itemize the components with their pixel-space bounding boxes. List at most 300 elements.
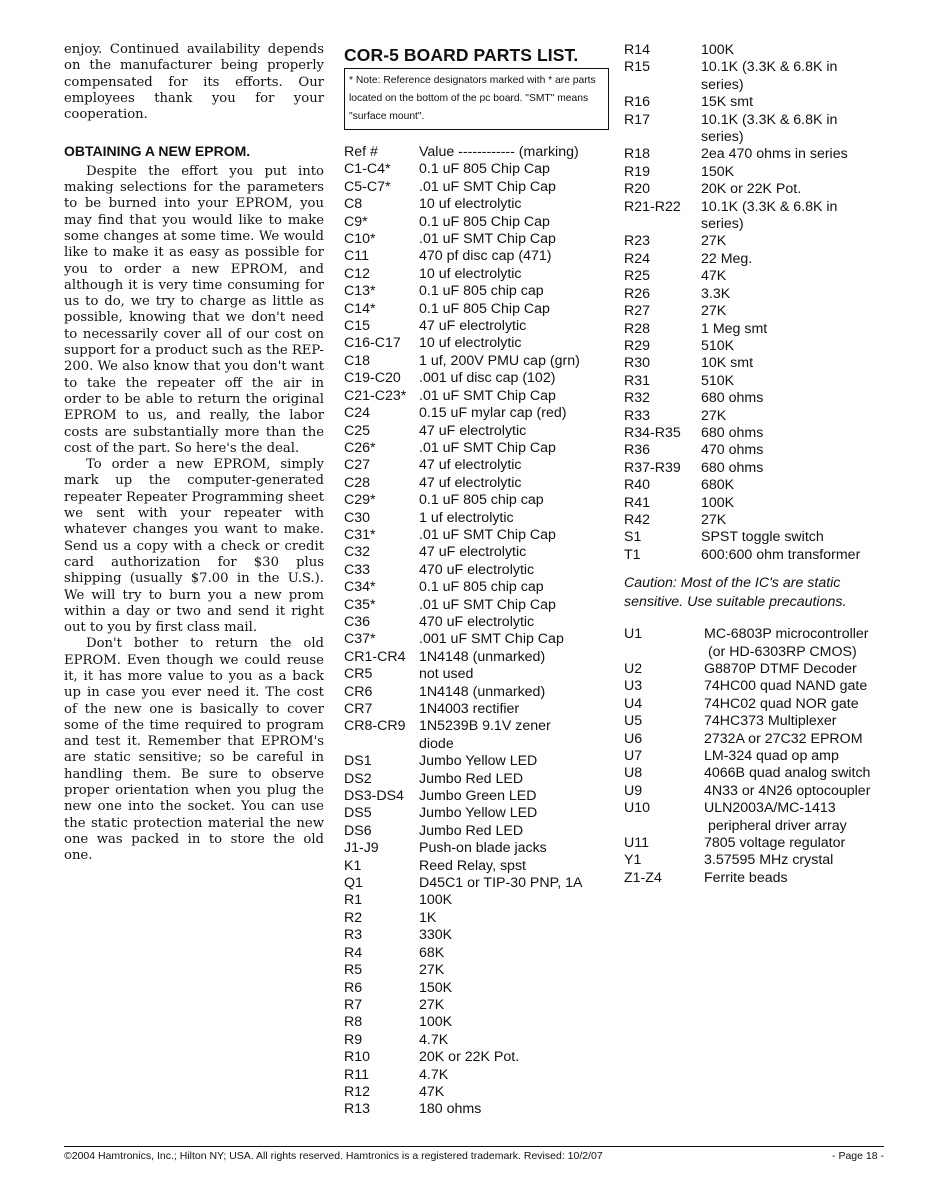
part-row — [344, 527, 614, 544]
part-row — [624, 112, 874, 129]
part-ref: R29 — [624, 337, 651, 354]
part-row — [344, 684, 614, 701]
part-row — [624, 626, 874, 643]
part-row — [624, 442, 874, 459]
part-row — [344, 457, 614, 474]
part-row — [624, 233, 874, 250]
intro-paragraph: enjoy. Continued availability depends on the manufacturer being properly compensated for its efforts. Our employees thank you for your cooperation. — [64, 42, 324, 123]
part-value: 68K — [419, 944, 445, 961]
part-value: 0.1 uF 805 Chip Cap — [419, 300, 550, 317]
part-ref: R4 — [344, 944, 363, 961]
part-ref: R42 — [624, 511, 651, 528]
part-row — [344, 544, 614, 561]
part-row — [344, 945, 614, 962]
part-ref: R16 — [624, 94, 651, 111]
part-ref: U2 — [624, 661, 643, 677]
part-value: series) — [701, 76, 744, 93]
part-value: 1K — [419, 909, 437, 926]
part-value: 74HC373 Multiplexer — [704, 713, 837, 730]
part-value: 4.7K — [419, 1031, 449, 1048]
part-row — [344, 1032, 614, 1049]
part-value: 150K — [419, 979, 453, 996]
part-row — [344, 231, 614, 248]
part-value: 510K — [701, 372, 735, 389]
part-row — [624, 495, 874, 512]
part-ref: C26* — [344, 439, 376, 456]
part-ref: CR8-CR9 — [344, 718, 406, 735]
part-row — [344, 701, 614, 718]
part-row — [344, 753, 614, 770]
part-ref: CR1-CR4 — [344, 648, 406, 665]
part-ref — [624, 129, 701, 146]
part-ref: R17 — [624, 111, 651, 128]
part-ref: C37* — [344, 631, 376, 648]
part-row — [344, 718, 614, 735]
part-value: 0.1 uF 805 chip cap — [419, 492, 544, 509]
part-value: 20K or 22K Pot. — [701, 181, 802, 198]
part-ref: DS5 — [344, 805, 372, 822]
part-row — [344, 196, 614, 213]
part-row — [624, 129, 874, 146]
part-row — [344, 283, 614, 300]
part-row — [344, 492, 614, 509]
part-ref: DS2 — [344, 770, 372, 787]
part-row — [624, 181, 874, 198]
part-row — [344, 910, 614, 927]
part-value: 27K — [701, 303, 727, 320]
part-ref: R24 — [624, 250, 651, 267]
part-row — [624, 644, 874, 661]
part-ref: R3 — [344, 927, 363, 944]
part-ref: CR7 — [344, 701, 373, 717]
part-value: .01 uF SMT Chip Cap — [419, 178, 556, 195]
part-ref: R15 — [624, 59, 651, 76]
part-value: (or HD-6303RP CMOS) — [704, 643, 857, 660]
part-row — [624, 59, 874, 76]
part-value: peripheral driver array — [704, 817, 847, 834]
part-row — [624, 77, 874, 94]
part-row — [344, 805, 614, 822]
part-ref: R23 — [624, 233, 651, 250]
part-ref — [624, 216, 701, 233]
part-ref: C33 — [344, 561, 371, 578]
parts-list-continued-column — [624, 42, 874, 887]
part-row — [344, 736, 614, 753]
part-row — [344, 1049, 614, 1066]
part-row — [624, 678, 874, 695]
part-row — [624, 852, 874, 869]
part-row — [624, 835, 874, 852]
part-value: 100K — [701, 494, 735, 511]
part-ref: R2 — [344, 909, 363, 926]
part-ref: R21-R22 — [624, 198, 681, 215]
part-row — [624, 164, 874, 181]
part-row — [344, 1014, 614, 1031]
part-ref: R26 — [624, 285, 651, 302]
part-value: not used — [419, 666, 474, 683]
part-row — [344, 771, 614, 788]
part-row — [344, 423, 614, 440]
part-value: Push-on blade jacks — [419, 840, 547, 857]
part-value: 470 pf disc cap (471) — [419, 248, 552, 265]
part-row — [624, 408, 874, 425]
part-ref: U9 — [624, 782, 643, 799]
part-ref: R9 — [344, 1031, 363, 1048]
part-row — [344, 266, 614, 283]
ref-header: Ref # — [344, 144, 378, 160]
part-ref: R25 — [624, 268, 651, 285]
part-value: 100K — [419, 1014, 453, 1031]
part-row — [344, 597, 614, 614]
part-row — [624, 373, 874, 390]
part-row — [344, 353, 614, 370]
part-ref: C35* — [344, 596, 376, 613]
section-heading: OBTAINING A NEW EPROM. — [64, 143, 251, 160]
part-ref: C30 — [344, 509, 371, 526]
part-row — [624, 529, 874, 546]
part-row — [624, 94, 874, 111]
static-caution-note: Caution: Most of the IC's are static sensitive. Use suitable precautions. — [624, 575, 847, 611]
part-ref: C15 — [344, 318, 371, 335]
part-ref: R41 — [624, 494, 651, 511]
part-value: 470 ohms — [701, 442, 764, 459]
part-row — [624, 268, 874, 285]
part-row — [344, 318, 614, 335]
part-ref — [624, 77, 701, 94]
part-row — [624, 713, 874, 730]
part-ref: C12 — [344, 265, 371, 282]
part-value: 27K — [701, 407, 727, 424]
part-ref: C9* — [344, 213, 368, 230]
part-row — [344, 440, 614, 457]
part-value: 27K — [419, 962, 445, 979]
page-number: - Page 18 - — [832, 1150, 884, 1162]
part-ref: U8 — [624, 765, 643, 782]
part-ref: R1 — [344, 892, 363, 909]
part-value: 10 uf electrolytic — [419, 335, 522, 352]
part-row — [344, 788, 614, 805]
part-ref: R13 — [344, 1101, 371, 1118]
ic-rows — [624, 626, 874, 887]
part-value: .01 uF SMT Chip Cap — [419, 387, 556, 404]
part-value: 27K — [419, 996, 445, 1013]
part-ref: C11 — [344, 248, 369, 265]
body-paragraph: Don't bother to return the old EPROM. Even though we could reuse it, it has more value to you as a back up in case you ever need it. The cost of the new one is basically to cover some of the time required to program and test it. Remember that EPROM's are static sensitive; so be careful in handling them. Be sure to observe proper orientation when you plug the new one into the socket. You can use the static protection material the new one was packed in to store the old one. — [64, 636, 324, 864]
part-value: SPST toggle switch — [701, 529, 824, 546]
part-row — [624, 460, 874, 477]
part-value: 680 ohms — [701, 459, 764, 476]
part-row — [624, 338, 874, 355]
part-row — [624, 800, 874, 817]
part-value: 0.15 uF mylar cap (red) — [419, 405, 567, 422]
part-value: 0.1 uF 805 chip cap — [419, 283, 544, 300]
part-ref: C19-C20 — [344, 370, 401, 387]
part-ref: U11 — [624, 835, 649, 852]
part-ref: Q1 — [344, 875, 363, 892]
part-value: 4066B quad analog switch — [704, 765, 871, 782]
part-ref: T1 — [624, 546, 641, 563]
part-value: 100K — [701, 42, 735, 58]
part-value: Jumbo Red LED — [419, 770, 524, 787]
part-ref: CR5 — [344, 666, 373, 683]
left-column — [64, 42, 324, 865]
part-value: 330K — [419, 927, 453, 944]
part-row — [624, 547, 874, 564]
part-row — [344, 858, 614, 875]
parts-rows — [344, 161, 614, 1118]
part-value: Jumbo Green LED — [419, 788, 537, 805]
part-value: 47 uf electrolytic — [419, 474, 522, 491]
part-ref: C5-C7* — [344, 178, 391, 195]
part-value: diode — [419, 735, 454, 752]
part-ref: R34-R35 — [624, 424, 681, 441]
body-paragraph: Despite the effort you put into making selections for the parameters to be burned into your EPROM, you may find that you would like to make some changes at some time. We would like to make it as easy as possible for you to order a new EPROM, and although it is very time consuming for us to do, we try to charge as little as possible, knowing that we don't need to necessarily cover all of our cost on support for a product such as the REP-200. We also know that you don't want to take the repeater off the air in order to be able to return the original EPROM to us, and really, the labor costs are substantially more than the cost of the part. So here's the deal. — [64, 163, 324, 456]
part-ref — [344, 736, 419, 753]
part-value: 10.1K (3.3K & 6.8K in — [701, 59, 838, 76]
part-row — [624, 425, 874, 442]
part-row — [344, 875, 614, 892]
part-ref: R11 — [344, 1066, 369, 1083]
part-ref: C34* — [344, 579, 376, 596]
part-row — [344, 840, 614, 857]
part-value: 47 uF electrolytic — [419, 422, 527, 439]
part-ref: R32 — [624, 390, 651, 407]
part-row — [624, 286, 874, 303]
part-row — [624, 146, 874, 163]
part-ref: R12 — [344, 1083, 371, 1100]
page-footer — [64, 1146, 884, 1162]
copyright-text: ©2004 Hamtronics, Inc.; Hilton NY; USA. All rights reserved. Hamtronics is a registered trademark. Revised: 10/2/07 — [64, 1150, 603, 1162]
part-value: 600:600 ohm transformer — [701, 546, 861, 563]
part-value: Jumbo Red LED — [419, 822, 524, 839]
part-row — [624, 748, 874, 765]
part-ref: U10 — [624, 800, 651, 817]
part-row — [344, 1067, 614, 1084]
part-ref: C14* — [344, 300, 376, 317]
part-value: 74HC02 quad NOR gate — [704, 695, 859, 712]
part-value: .01 uF SMT Chip Cap — [419, 439, 556, 456]
body-paragraph: To order a new EPROM, simply mark up the computer-generated repeater Repeater Programming sheet we sent with your repeater with whatever changes you want to make. Send us a copy with a check or credit card authorization for $30 plus shipping (usually $7.00 in the U.S.). We will try to burn you a new prom within a day or two and send it right out to you by first class mail. — [64, 457, 324, 636]
value-header: Value ------------ (marking) — [419, 144, 579, 160]
part-ref: DS3-DS4 — [344, 788, 404, 805]
part-ref: R30 — [624, 355, 651, 372]
part-row — [344, 370, 614, 387]
part-value: 74HC00 quad NAND gate — [704, 678, 868, 695]
part-row — [624, 696, 874, 713]
part-ref: R5 — [344, 962, 363, 979]
part-ref: R7 — [344, 996, 363, 1013]
part-value: 47 uF electrolytic — [419, 318, 527, 335]
part-row — [624, 765, 874, 782]
part-value: G8870P DTMF Decoder — [704, 661, 857, 677]
part-ref: C32 — [344, 544, 371, 561]
part-ref: C13* — [344, 283, 376, 300]
part-value: 180 ohms — [419, 1101, 482, 1118]
part-value: 10.1K (3.3K & 6.8K in — [701, 198, 838, 215]
part-value: 3.57595 MHz crystal — [704, 852, 834, 869]
part-row — [344, 405, 614, 422]
part-row — [344, 666, 614, 683]
part-row — [344, 161, 614, 178]
part-ref: Z1-Z4 — [624, 869, 662, 886]
part-ref: R10 — [344, 1049, 371, 1066]
part-value: 1 uf, 200V PMU cap (grn) — [419, 352, 580, 369]
part-ref: C28 — [344, 474, 371, 491]
part-value: 10K smt — [701, 355, 754, 372]
part-value: 15K smt — [701, 94, 754, 111]
part-value: series) — [701, 216, 744, 233]
part-value: 47K — [701, 268, 727, 285]
part-ref: R20 — [624, 181, 651, 198]
part-ref: U7 — [624, 748, 643, 765]
part-ref: R33 — [624, 407, 651, 424]
part-ref: R40 — [624, 477, 651, 494]
part-value: 1N4148 (unmarked) — [419, 683, 546, 700]
smt-note-box: * Note: Reference designators marked with * are parts located on the bottom of the pc board. "SMT" means "surface mount". — [344, 68, 609, 130]
part-ref: Y1 — [624, 852, 642, 869]
part-ref — [624, 644, 704, 661]
part-value: 27K — [701, 511, 727, 528]
part-row — [344, 1101, 614, 1118]
part-value: LM-324 quad op amp — [704, 748, 839, 765]
part-value: 510K — [701, 337, 735, 354]
part-row — [624, 477, 874, 494]
part-ref: R36 — [624, 442, 651, 459]
part-row — [344, 510, 614, 527]
part-ref: C21-C23* — [344, 387, 407, 404]
part-value: 27K — [701, 233, 727, 250]
part-row — [344, 579, 614, 596]
part-ref: S1 — [624, 529, 642, 546]
part-row — [624, 512, 874, 529]
part-value: 2732A or 27C32 EPROM — [704, 730, 863, 747]
part-value: ULN2003A/MC-1413 — [704, 800, 836, 817]
part-ref: R18 — [624, 146, 651, 163]
part-value: .01 uF SMT Chip Cap — [419, 596, 556, 613]
part-value: Reed Relay, spst — [419, 857, 526, 874]
part-value: 22 Meg. — [701, 250, 753, 267]
part-row — [344, 614, 614, 631]
parts-list-title: COR-5 BOARD PARTS LIST. — [344, 45, 579, 65]
parts-list-header — [344, 144, 614, 161]
part-value: 4.7K — [419, 1066, 449, 1083]
part-value: 680 ohms — [701, 390, 764, 407]
part-value: series) — [701, 129, 744, 146]
part-ref: DS6 — [344, 822, 372, 839]
part-ref: R6 — [344, 979, 363, 996]
part-ref: C27 — [344, 457, 371, 474]
part-ref: C1-C4* — [344, 161, 391, 178]
part-ref — [624, 818, 704, 835]
part-ref: C29* — [344, 492, 376, 509]
part-value: 470 uF electrolytic — [419, 561, 535, 578]
part-row — [624, 731, 874, 748]
parts-rows-continued — [624, 42, 874, 564]
part-ref: U1 — [624, 626, 643, 643]
part-value: 10 uf electrolytic — [419, 265, 522, 282]
part-ref: R8 — [344, 1014, 363, 1031]
part-ref: R37-R39 — [624, 459, 681, 476]
part-row — [624, 216, 874, 233]
part-row — [624, 390, 874, 407]
part-row — [344, 214, 614, 231]
part-ref: C24 — [344, 405, 371, 422]
part-ref: CR6 — [344, 683, 373, 700]
part-row — [344, 649, 614, 666]
part-value: Jumbo Yellow LED — [419, 805, 538, 822]
part-row — [344, 631, 614, 648]
part-row — [344, 1084, 614, 1101]
part-ref: C18 — [344, 352, 371, 369]
part-value: Ferrite beads — [704, 869, 788, 886]
parts-list-column — [344, 42, 614, 1119]
part-value: 150K — [701, 163, 735, 180]
part-row — [624, 355, 874, 372]
part-row — [344, 388, 614, 405]
part-value: 47K — [419, 1083, 445, 1100]
part-row — [624, 870, 874, 887]
part-value: 7805 voltage regulator — [704, 835, 846, 852]
part-value: 680 ohms — [701, 424, 764, 441]
part-row — [624, 251, 874, 268]
part-value: 47 uF electrolytic — [419, 544, 527, 561]
part-value: 0.1 uF 805 Chip Cap — [419, 213, 550, 230]
part-value: 3.3K — [701, 285, 731, 302]
part-value: 1N5239B 9.1V zener — [419, 718, 551, 735]
part-row — [344, 248, 614, 265]
part-ref: J1-J9 — [344, 840, 379, 857]
part-value: Jumbo Yellow LED — [419, 753, 538, 770]
part-ref: C16-C17 — [344, 335, 401, 352]
part-row — [624, 42, 874, 59]
part-value: 1 Meg smt — [701, 320, 768, 337]
part-value: .001 uf disc cap (102) — [419, 370, 556, 387]
part-value: .01 uF SMT Chip Cap — [419, 526, 556, 543]
part-ref: R27 — [624, 303, 651, 320]
part-value: .001 uF SMT Chip Cap — [419, 631, 564, 648]
part-ref: K1 — [344, 857, 362, 874]
part-row — [344, 892, 614, 909]
part-value: 680K — [701, 477, 735, 494]
part-row — [624, 199, 874, 216]
part-row — [624, 303, 874, 320]
part-row — [344, 980, 614, 997]
part-ref: R19 — [624, 163, 651, 180]
part-ref: DS1 — [344, 753, 372, 770]
part-row — [344, 475, 614, 492]
part-value: 10.1K (3.3K & 6.8K in — [701, 111, 838, 128]
part-row — [624, 818, 874, 835]
part-value: D45C1 or TIP-30 PNP, 1A — [419, 875, 583, 892]
part-value: 47 uf electrolytic — [419, 457, 522, 474]
part-value: 1 uf electrolytic — [419, 509, 514, 526]
part-ref: U3 — [624, 678, 643, 695]
part-ref: U5 — [624, 713, 643, 730]
part-value: 0.1 uF 805 chip cap — [419, 579, 544, 596]
part-value: 0.1 uF 805 Chip Cap — [419, 161, 550, 178]
part-row — [344, 562, 614, 579]
part-row — [344, 962, 614, 979]
part-ref: R28 — [624, 320, 651, 337]
part-ref: U6 — [624, 730, 643, 747]
part-value: MC-6803P microcontroller — [704, 626, 869, 643]
part-row — [344, 335, 614, 352]
part-ref: C36 — [344, 613, 371, 630]
part-ref: R14 — [624, 42, 651, 58]
part-ref: C8 — [344, 196, 363, 213]
part-value: 4N33 or 4N26 optocoupler — [704, 782, 871, 799]
part-value: 20K or 22K Pot. — [419, 1049, 520, 1066]
